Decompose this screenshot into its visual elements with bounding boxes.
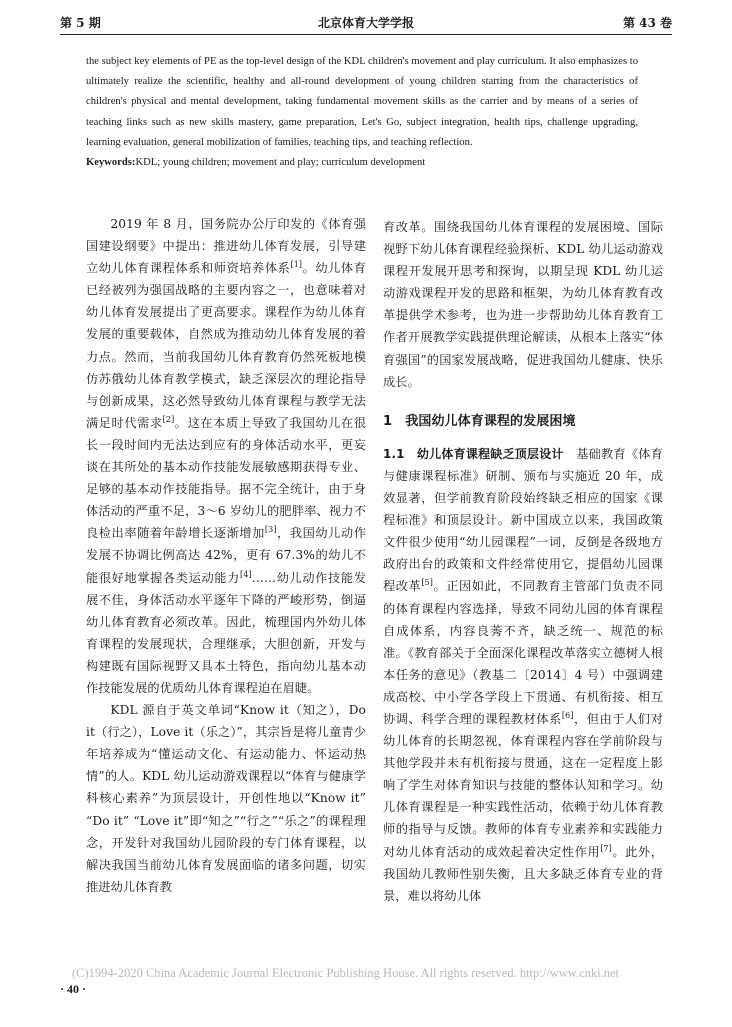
citation-4: [4] [239, 569, 252, 579]
subsection-heading: 1.1 幼儿体育课程缺乏顶层设计 [383, 446, 564, 461]
text-run: ，我国幼儿动作发展不协调比例高达 42%，更有 67.3%的幼儿不能很好地掌握各类运动能力 [86, 526, 366, 585]
text-run: 。正因如此，不同教育主管部门负责不同的体育课程内容选择，导致不同幼儿园的体育课程自成体系，内容良莠不齐，缺乏统一、规范的标准。《教育部关于全面深化课程改革落实立德树人根本任务的意见》（教基二〔2014〕4 号）中强调建成高校、中小学各学段上下贯通、有机衔接、相互协调、科学合理的课程教材体系 [383, 579, 663, 726]
paragraph-intro [86, 213, 366, 699]
text-run: ……幼儿动作技能发展不佳，身体活动水平逐年下降的严峻形势，倒逼幼儿体育教育必须改革。因此，梳理国内外幼儿体育课程的发展现状，合理继承，大胆创新，开发与构建既有国际视野又具本土特色，指向幼儿基本动作技能发展的优质幼儿体育课程迫在眉睫。 [86, 570, 366, 695]
citation-6: [6] [561, 710, 574, 720]
text-run: 。此外，我国幼儿教师性别失衡，且大多缺乏体育专业的背景，难以将幼儿体 [383, 844, 664, 903]
text-run: ，但由于人们对幼儿体育的长期忽视，体育课程内容在学前阶段与其他学段并未有机衔接与贯通，这在一定程度上影响了学生对体育知识与技能的整体认知和学习。幼儿体育课程是一种实践性活动，依赖于幼儿体育教师的指导与反馈。教师的体育专业素养和实践能力对幼儿体育活动的成效起着决定性作用 [383, 711, 663, 859]
citation-1: [1] [290, 260, 303, 270]
volume-number: 第 43 卷 [622, 16, 672, 30]
header-rule [60, 34, 672, 35]
citation-5: [5] [421, 578, 433, 588]
running-header [60, 12, 672, 32]
keywords-text: KDL; young children; movement and play; curriculum development [135, 157, 426, 169]
journal-title: 北京体育大学学报 [317, 16, 414, 30]
paragraph-continued: 育改革。围绕我国幼儿体育课程的发展困境、国际视野下幼儿体育课程经验探析、KDL 幼儿运动游戏课程开发展开思考和探询，以期呈现 KDL 幼儿运动游戏课程开发的思路和框架，为幼儿体育教育改革提供学术参考，也为进一步帮助幼儿体育教育工作者开展教学实践提供理论解读，从根本上落实“体育强国”的国家发展战略，促进我国幼儿健康、快乐成长。 [383, 220, 663, 389]
text-run: 。这在本质上导致了我国幼儿在很长一段时间内无法达到应有的身体活动水平，更妄谈在其所处的基本动作技能发展敏感期获得专业、足够的基本动作技能指导。据不完全统计，由于身体活动的严重不足，3～6 岁幼儿的肥胖率、视力不良检出率随着年龄增长逐渐增加 [86, 415, 366, 541]
page-number: · 40 · [60, 982, 87, 996]
paragraph-kdl: KDL 源自于英文单词“Know it（知之），Do it（行之），Love it（乐之）”，其宗旨是将儿童青少年培养成为“懂运动文化、有运动能力、怀运动热情”的人。KDL 幼儿运动游戏课程以“体育与健康学科核心素养”为顶层设计，开创性地以“Know it” “Do it” “Love it”即“知之”“行之”“乐之”的课程理念，开发针对我国幼儿园阶段的专门体育课程，以解决我国当前幼儿体育发展面临的诸多问题，切实推进幼儿体育教 [86, 703, 366, 894]
paragraph-subsection [383, 443, 663, 907]
text-run: 2019 年 8 月，国务院办公厅印发的《体育强国建设纲要》中提出：推进幼儿体育发展，引导建立幼儿体育课程体系和师资培养体系 [86, 217, 366, 276]
keywords-line [86, 153, 638, 173]
right-column [383, 216, 663, 907]
issue-number: 第 5 期 [60, 16, 101, 30]
text-run: 。幼儿体育已经被列为强国战略的主要内容之一，也意味着对幼儿体育发展提出了更高要求。课程作为幼儿体育发展的重要载体，自然成为推动幼儿体育发展的着力点。然而，当前我国幼儿体育教育仍然死板地模仿苏俄幼儿体育教学模式，缺乏深层次的理论指导与创新成果，这必然导致幼儿体育课程与教学无法满足时代需求 [86, 261, 367, 430]
copyright-watermark: (C)1994-2020 China Academic Journal Electronic Publishing House. All rights reserved. http://www.cnki.net [72, 966, 620, 980]
citation-3: [3] [264, 525, 277, 535]
section-heading: 1 我国幼儿体育课程的发展困境 [383, 413, 576, 429]
text-run: 基础教育《体育与健康课程标准》研制、颁布与实施近 20 年，成效显著，但学前教育阶段始终缺乏相应的国家《课程标准》和顶层设计。新中国成立以来，我国政策文件很少使用“幼儿园课程”一词，反倒是各级地方政府出台的政策和文件经常使用它，提倡幼儿园课程改革 [383, 446, 663, 594]
english-abstract [86, 52, 638, 173]
left-column [86, 213, 366, 898]
citation-7: [7] [600, 843, 612, 853]
keywords-label: Keywords: [86, 157, 136, 169]
abstract-text: the subject key elements of PE as the top-level design of the KDL children's movement and play curriculum. It also emphasizes to ultimately realize the scientific, healthy and all-round development of young children starting from the characteristics of children's physical and mental development, taking fundamental movement skills as the carrier and by means of a series of teaching links such as new skills mastery, game preparation, Let's Go, subject integration, health tips, challenge upgrading, learning evaluation, general mobilization of families, teaching tips, and teaching reflection. [86, 56, 638, 148]
citation-2: [2] [162, 414, 175, 424]
